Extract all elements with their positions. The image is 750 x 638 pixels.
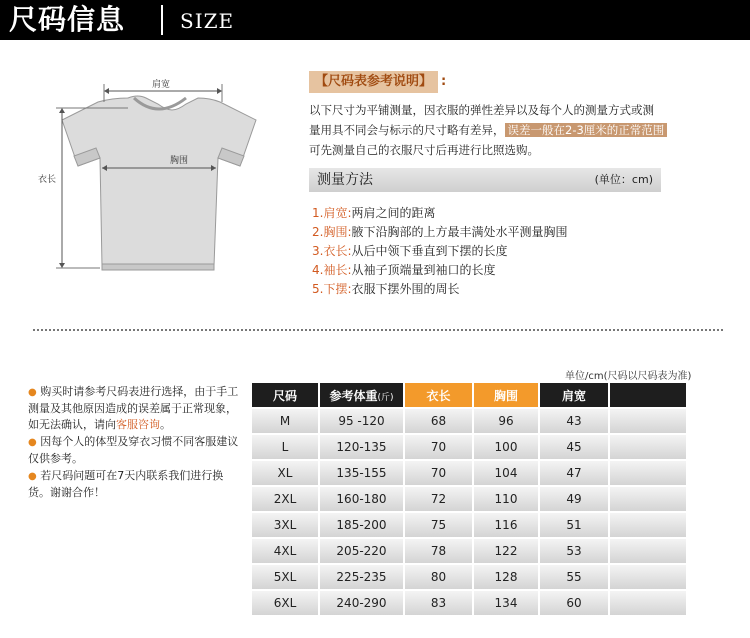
cell-chest: 128 bbox=[474, 565, 538, 589]
cell-shoulder: 47 bbox=[540, 461, 608, 485]
measure-key: 4.袖长: bbox=[312, 263, 352, 277]
table-row bbox=[252, 435, 686, 459]
cell-empty bbox=[610, 435, 686, 459]
cell-length: 70 bbox=[405, 461, 472, 485]
measure-value: 腋下沿胸部的上方最丰满处水平测量胸围 bbox=[351, 225, 568, 239]
measure-key: 3.衣长: bbox=[312, 244, 352, 258]
cell-shoulder: 60 bbox=[540, 591, 608, 615]
tshirt-diagram bbox=[0, 68, 300, 283]
measure-method-title: 测量方法 bbox=[317, 172, 373, 188]
cell-size: 3XL bbox=[252, 513, 318, 537]
tip-1-text: 购买时请参考尺码表进行选择，由于手工测量及其他原因造成的误差属于正常现象，如无法确认，请向 bbox=[28, 385, 239, 431]
measure-method-bar bbox=[309, 168, 661, 192]
measure-value: 从袖子顶端量到袖口的长度 bbox=[351, 263, 496, 277]
bullet-icon: ● bbox=[28, 437, 37, 448]
tip-3 bbox=[28, 468, 243, 501]
label-shoulder: 肩宽 bbox=[152, 80, 171, 90]
col-header-shoulder: 肩宽 bbox=[540, 383, 608, 407]
cell-weight: 95 -120 bbox=[320, 409, 403, 433]
col-header-size: 尺码 bbox=[252, 383, 318, 407]
table-row bbox=[252, 565, 686, 589]
tip-3-text: 若尺码问题可在7天内联系我们进行换货。谢谢合作！ bbox=[28, 469, 224, 499]
notes-highlight: 误差一般在2-3厘米的正常范围 bbox=[505, 123, 668, 137]
bullet-icon: ● bbox=[28, 471, 37, 482]
cell-weight: 160-180 bbox=[320, 487, 403, 511]
table-row bbox=[252, 591, 686, 615]
cell-empty bbox=[610, 539, 686, 563]
header-title-en: SIZE bbox=[180, 9, 235, 33]
cell-weight: 205-220 bbox=[320, 539, 403, 563]
dotted-divider bbox=[33, 329, 723, 331]
cell-length: 80 bbox=[405, 565, 472, 589]
size-table bbox=[250, 381, 688, 617]
cell-size: 2XL bbox=[252, 487, 318, 511]
notes-colon: : bbox=[441, 74, 447, 89]
table-unit-note: 单位/cm(尺码以尺码表为准) bbox=[565, 371, 692, 382]
tips-block bbox=[28, 384, 243, 502]
cell-chest: 122 bbox=[474, 539, 538, 563]
cell-size: XL bbox=[252, 461, 318, 485]
col-header-length: 衣长 bbox=[405, 383, 472, 407]
cell-length: 83 bbox=[405, 591, 472, 615]
measure-item-sleeve bbox=[312, 261, 672, 280]
cell-chest: 96 bbox=[474, 409, 538, 433]
col-header-weight-label: 参考体重 bbox=[329, 388, 378, 403]
cell-length: 72 bbox=[405, 487, 472, 511]
measure-key: 2.胸围: bbox=[312, 225, 352, 239]
label-length: 衣长 bbox=[38, 175, 57, 185]
customer-service-link[interactable]: 客服咨询 bbox=[116, 418, 160, 431]
cell-length: 78 bbox=[405, 539, 472, 563]
measure-key: 1.肩宽: bbox=[312, 206, 352, 220]
cell-size: 6XL bbox=[252, 591, 318, 615]
cell-chest: 116 bbox=[474, 513, 538, 537]
cell-shoulder: 49 bbox=[540, 487, 608, 511]
cell-chest: 100 bbox=[474, 435, 538, 459]
cell-shoulder: 43 bbox=[540, 409, 608, 433]
notes-line-2-text: 量用具不同会与标示的尺寸略有差异， bbox=[309, 123, 505, 137]
cell-weight: 240-290 bbox=[320, 591, 403, 615]
col-header-empty bbox=[610, 383, 686, 407]
measure-item-shoulder bbox=[312, 204, 672, 223]
col-header-chest: 胸围 bbox=[474, 383, 538, 407]
tip-1-end: 。 bbox=[160, 418, 171, 431]
notes-line-2 bbox=[309, 120, 709, 140]
header-title-cn: 尺码信息 bbox=[9, 3, 126, 36]
tip-2-text: 因每个人的体型及穿衣习惯不同客服建议仅供参考。 bbox=[28, 435, 239, 465]
notes-title: 【尺码表参考说明】 bbox=[309, 71, 438, 93]
cell-length: 75 bbox=[405, 513, 472, 537]
cell-weight: 135-155 bbox=[320, 461, 403, 485]
table-row bbox=[252, 513, 686, 537]
table-row bbox=[252, 487, 686, 511]
measure-value: 从后中领下垂直到下摆的长度 bbox=[351, 244, 508, 258]
measure-unit: (单位：cm) bbox=[594, 173, 653, 186]
header-separator bbox=[161, 5, 163, 35]
cell-shoulder: 45 bbox=[540, 435, 608, 459]
cell-chest: 104 bbox=[474, 461, 538, 485]
cell-weight: 185-200 bbox=[320, 513, 403, 537]
cell-weight: 225-235 bbox=[320, 565, 403, 589]
notes-line-1: 以下尺寸为平铺测量，因衣服的弹性差异以及每个人的测量方式或测 bbox=[309, 103, 654, 117]
measure-key: 5.下摆: bbox=[312, 282, 352, 296]
measure-item-hem bbox=[312, 280, 672, 299]
measure-value: 两肩之间的距离 bbox=[351, 206, 436, 220]
label-chest: 胸围 bbox=[170, 156, 189, 166]
measure-item-chest bbox=[312, 223, 672, 242]
table-header-row bbox=[252, 383, 686, 407]
notes-heading bbox=[309, 70, 446, 92]
cell-empty bbox=[610, 513, 686, 537]
measure-item-length bbox=[312, 242, 672, 261]
bullet-icon: ● bbox=[28, 387, 37, 398]
cell-weight: 120-135 bbox=[320, 435, 403, 459]
cell-shoulder: 51 bbox=[540, 513, 608, 537]
cell-shoulder: 55 bbox=[540, 565, 608, 589]
table-row bbox=[252, 539, 686, 563]
cell-chest: 134 bbox=[474, 591, 538, 615]
cell-size: M bbox=[252, 409, 318, 433]
cell-size: 5XL bbox=[252, 565, 318, 589]
cell-chest: 110 bbox=[474, 487, 538, 511]
measure-value: 衣服下摆外围的周长 bbox=[351, 282, 460, 296]
tip-1 bbox=[28, 384, 243, 433]
table-row bbox=[252, 409, 686, 433]
notes-body bbox=[309, 100, 709, 160]
col-header-weight-unit: (斤) bbox=[377, 392, 394, 403]
cell-length: 70 bbox=[405, 435, 472, 459]
cell-empty bbox=[610, 461, 686, 485]
cell-empty bbox=[610, 409, 686, 433]
col-header-weight bbox=[320, 383, 403, 407]
header-bar bbox=[0, 0, 750, 40]
cell-empty bbox=[610, 591, 686, 615]
table-body bbox=[252, 409, 686, 615]
cell-empty bbox=[610, 565, 686, 589]
cell-size: 4XL bbox=[252, 539, 318, 563]
tip-2 bbox=[28, 434, 243, 467]
table-row bbox=[252, 461, 686, 485]
notes-line-3: 可先测量自己的衣服尺寸后再进行比照选购。 bbox=[309, 143, 539, 157]
cell-shoulder: 53 bbox=[540, 539, 608, 563]
cell-length: 68 bbox=[405, 409, 472, 433]
cell-empty bbox=[610, 487, 686, 511]
measure-list bbox=[312, 204, 672, 299]
cell-size: L bbox=[252, 435, 318, 459]
